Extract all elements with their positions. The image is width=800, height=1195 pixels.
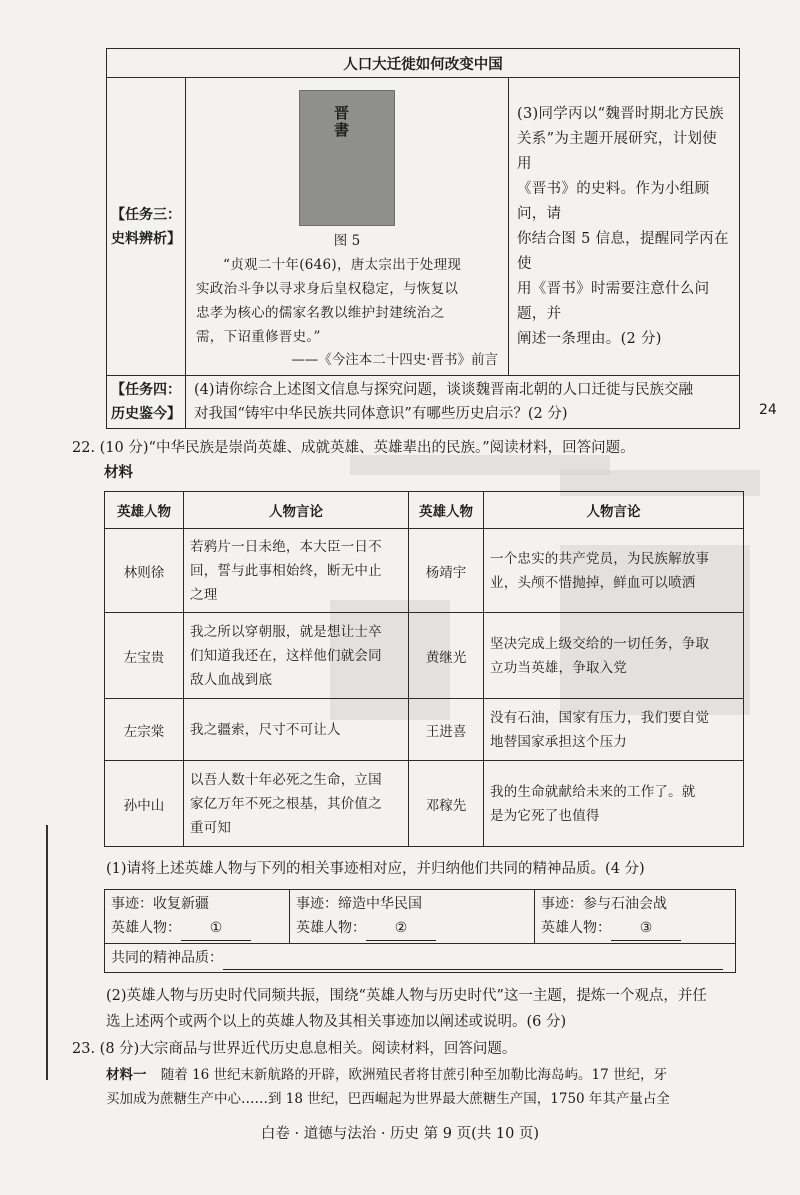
words-line: 敌人血战到底 — [190, 671, 273, 688]
side-page-number: 24 — [759, 402, 777, 418]
quality-cell — [105, 944, 736, 973]
question-4-line: 对我国“铸牢中华民族共同体意识”有哪些历史启示？(2 分) — [194, 406, 568, 422]
header-hero: 英雄人物 — [105, 492, 184, 529]
hero-words — [484, 613, 744, 699]
q22-sub2-line1: (2)英雄人物与历史时代同频共振，围绕“英雄人物与历史时代”这一主题，提炼一个观点，并任 — [106, 988, 707, 1004]
question-3-line: 《晋书》的史料。作为小组顾问，请 — [517, 180, 710, 222]
quote-line: 需，下诏重修晋史。” — [196, 329, 321, 345]
task-table — [106, 48, 740, 429]
task3-label-line: 【任务三： — [111, 206, 181, 223]
words-line: 以吾人数十年必死之生命，立国 — [190, 771, 382, 788]
answer-blank[interactable]: ① — [181, 916, 251, 941]
header-words: 人物言论 — [484, 492, 744, 529]
hero-name: 邓稼先 — [409, 761, 484, 847]
answer-blank[interactable]: ② — [366, 916, 436, 941]
deed-text: 事迹：缔造中华民国 — [296, 896, 422, 912]
hero-name: 黄继光 — [409, 613, 484, 699]
hero-label: 英雄人物： — [111, 920, 181, 936]
q23-text: 随着 16 世纪末新航路的开辟，欧洲殖民者将甘蔗引种至加勒比海岛屿。17 世纪，牙 — [160, 1067, 668, 1083]
words-line: 没有石油，国家有压力，我们要自觉 — [490, 709, 710, 726]
heroes-table — [104, 491, 744, 847]
quote-line: 忠孝为核心的儒家名教以维护封建统治之 — [196, 305, 445, 321]
match-cell — [290, 890, 535, 944]
hero-words — [184, 529, 409, 613]
deed-text: 事迹：参与石油会战 — [541, 896, 667, 912]
book-title-char: 晋 — [334, 104, 350, 122]
page-footer: 白卷 · 道德与法治 · 历史 第 9 页(共 10 页) — [260, 1126, 540, 1142]
words-line: 回，誓与此事相始终，断无中止 — [190, 562, 382, 579]
q23-material-label: 材料一 — [106, 1067, 147, 1083]
hero-words — [184, 613, 409, 699]
hero-words — [484, 529, 744, 613]
hero-name: 左宝贵 — [105, 613, 184, 699]
table-row — [105, 699, 744, 761]
hero-words — [184, 761, 409, 847]
quote-line: 实政治斗争以寻求身后皇权稳定，与恢复以 — [196, 281, 459, 297]
match-table — [104, 889, 736, 973]
figure-caption: 图 5 — [333, 233, 361, 249]
binding-margin-line — [46, 825, 48, 1080]
task4-label-line: 【任务四： — [111, 382, 181, 398]
quote-line: “贞观二十年(646)，唐太宗出于处理现 — [223, 257, 462, 273]
words-line: 是为它死了也值得 — [490, 807, 600, 824]
words-line: 家亿万年不死之根基，其价值之 — [190, 795, 382, 812]
words-line: 立功当英雄，争取入党 — [490, 659, 627, 676]
words-line: 我之所以穿朝服，就是想让士卒 — [190, 623, 382, 640]
question-4-line: (4)请你综合上述图文信息与探究问题，谈谈魏晋南北朝的人口迁徙与民族交融 — [194, 382, 694, 398]
quote-source: ——《今注本二十四史·晋书》前言 — [291, 352, 498, 368]
words-line: 坚决完成上级交给的一切任务，争取 — [490, 635, 710, 652]
words-line: 之理 — [190, 586, 218, 603]
book-title — [334, 105, 352, 139]
hero-label: 英雄人物： — [296, 920, 366, 936]
hero-name: 王进喜 — [409, 699, 484, 761]
words-line: 地替国家承担这个压力 — [490, 733, 627, 750]
header-hero: 英雄人物 — [409, 492, 484, 529]
hero-words — [484, 699, 744, 761]
match-cell — [105, 890, 290, 944]
book-title-char: 書 — [334, 121, 350, 139]
words-line: 我的生命就献给未来的工作了。就 — [490, 783, 696, 800]
words-line: 一个忠实的共产党员，为民族解放事 — [490, 550, 710, 567]
question-3-line: (3)同学丙以“魏晋时期北方民族 — [517, 105, 724, 122]
quality-label: 共同的精神品质： — [111, 950, 223, 966]
task4-label-line: 历史鉴今】 — [111, 406, 181, 422]
question-3-line: 用《晋书》时需要注意什么问题，并 — [517, 280, 710, 322]
deed-text: 事迹：收复新疆 — [111, 896, 209, 912]
table-row — [105, 529, 744, 613]
hero-answer-line — [296, 916, 528, 941]
words-line: 我之疆索，尺寸不可让人 — [190, 721, 341, 738]
task-table-title: 人口大迁徙如何改变中国 — [107, 49, 740, 78]
q22-material-label: 材料 — [104, 465, 133, 481]
question-3-line: 你结合图 5 信息，提醒同学丙在使 — [517, 230, 729, 272]
hero-words — [184, 699, 409, 761]
hero-answer-line — [111, 916, 283, 941]
quote-text — [196, 253, 498, 349]
q23-material-line2: 买加成为蔗糖生产中心……到 18 世纪，巴西崛起为世界最大蔗糖生产国，1750 年其产量占全 — [106, 1091, 670, 1107]
hero-name: 孙中山 — [105, 761, 184, 847]
question-3-line: 关系”为主题开展研究，计划使用 — [517, 130, 718, 172]
hero-name: 左宗棠 — [105, 699, 184, 761]
source-cell — [186, 78, 509, 376]
table-row — [105, 761, 744, 847]
header-words: 人物言论 — [184, 492, 409, 529]
book-cover-image — [299, 90, 395, 226]
question-3-line: 阐述一条理由。(2 分) — [517, 330, 662, 347]
task3-label — [107, 78, 186, 376]
answer-blank[interactable]: ③ — [611, 916, 681, 941]
words-line: 重可知 — [190, 819, 232, 836]
hero-answer-line — [541, 916, 729, 941]
q23-stem: 23. (8 分)大宗商品与世界近代历史息息相关。阅读材料，回答问题。 — [72, 1041, 517, 1057]
table-row — [105, 613, 744, 699]
q22-stem: 22. (10 分)“中华民族是崇尚英雄、成就英雄、英雄辈出的民族。”阅读材料，回答问题。 — [72, 440, 635, 456]
hero-words — [484, 761, 744, 847]
words-line: 若鸦片一日未绝，本大臣一日不 — [190, 538, 382, 555]
question-4 — [186, 376, 740, 429]
q22-sub2-line2: 选上述两个或两个以上的英雄人物及其相关事迹加以阐述或说明。(6 分) — [106, 1014, 567, 1030]
hero-name: 杨靖宇 — [409, 529, 484, 613]
hero-name: 林则徐 — [105, 529, 184, 613]
q23-material-line1 — [106, 1064, 667, 1086]
task3-label-line: 史料辨析】 — [111, 230, 181, 247]
task4-label — [107, 376, 186, 429]
words-line: 业，头颅不惜抛掉，鲜血可以喷洒 — [490, 574, 696, 591]
question-3 — [509, 78, 740, 376]
quality-answer-line[interactable] — [223, 953, 723, 970]
hero-label: 英雄人物： — [541, 920, 611, 936]
q22-sub1: (1)请将上述英雄人物与下列的相关事迹相对应，并归纳他们共同的精神品质。(4 分) — [106, 861, 645, 877]
match-cell — [535, 890, 736, 944]
words-line: 们知道我还在，这样他们就会同 — [190, 647, 382, 664]
